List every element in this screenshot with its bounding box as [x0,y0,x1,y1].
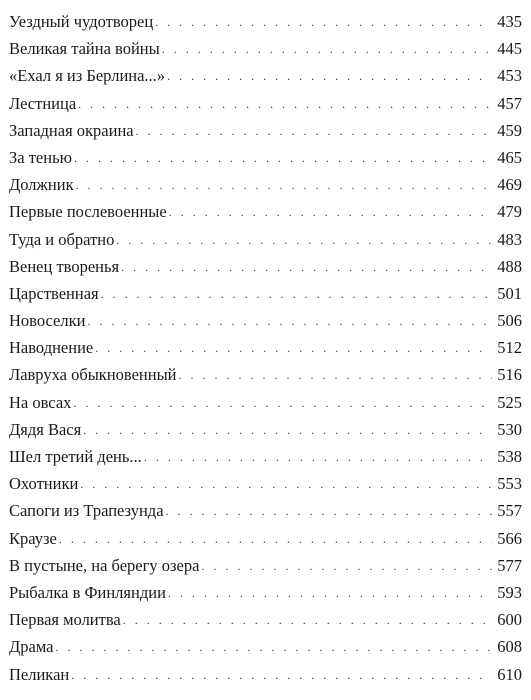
toc-entry-page: 465 [497,147,522,167]
dot-leader [87,308,492,335]
dot-leader [76,172,492,199]
toc-entry-title: Царственная [9,283,99,303]
toc-entry-title: «Ехал я из Берлина...» [9,66,166,86]
toc-entry-title: Дядя Вася [9,419,82,439]
toc-entry-page: 479 [497,202,522,222]
dot-leader [55,634,492,661]
toc-entry-page: 506 [497,311,522,331]
toc-entry-page: 566 [497,528,522,548]
toc-entry [9,389,522,416]
toc-entry [9,579,522,606]
toc-entry-title: Новоселки [9,311,86,331]
toc-entry-page: 488 [497,256,522,276]
toc-entry-page: 483 [497,229,522,249]
toc-entry-page: 501 [497,283,522,303]
toc-entry-title: Уездный чудотворец [9,12,154,31]
toc-entry-title: Наводнение [9,338,94,358]
toc-entry-title: Венец творенья [9,256,120,276]
dot-leader [144,444,492,471]
toc-entry-page: 459 [497,120,522,140]
dot-leader [116,227,492,254]
toc-entry-title: На овсах [9,392,72,412]
toc-entry [9,416,522,443]
dot-leader [121,254,492,281]
toc-entry-page: 593 [497,582,522,602]
dot-leader [59,526,492,553]
toc-entry-title: В пустыне, на берегу озера [9,555,200,575]
toc-entry-title: Должник [9,175,74,195]
toc-entry [9,62,522,89]
dot-leader [80,471,492,498]
toc-entry-page: 538 [497,447,522,466]
dot-leader [101,281,492,308]
toc-entry-title: За тенью [9,147,72,167]
dot-leader [179,362,493,389]
dot-leader [201,553,492,580]
dot-leader [169,199,492,226]
toc-entry-page: 435 [497,12,522,31]
toc-entry [9,470,522,497]
toc-entry [9,35,522,62]
toc-entry [9,198,522,225]
dot-leader [74,145,492,172]
toc-entry-page: 512 [497,338,522,358]
toc-entry-title: Западная окраина [9,120,134,140]
toc-entry [9,606,522,633]
toc-entry-title: Охотники [9,474,79,494]
dot-leader [78,91,492,118]
toc-entry-page: 553 [497,474,522,494]
dot-leader [167,63,492,90]
toc-entry [9,226,522,253]
dot-leader [168,580,492,607]
toc-entry-page: 600 [497,610,522,630]
dot-leader [71,662,492,689]
dot-leader [123,607,492,634]
toc-entry-page: 525 [497,392,522,412]
toc-entry-title: Туда и обратно [9,229,115,249]
toc-entry [9,90,522,117]
dot-leader [73,390,492,417]
dot-leader [162,36,492,63]
toc-entry [9,334,522,361]
toc-entry-page: 577 [497,555,522,575]
toc-entry [9,552,522,579]
toc-entry [9,443,522,470]
toc-entry-page: 469 [497,175,522,195]
toc-entry-title: Лавруха обыкновенный [9,365,177,385]
toc-entry [9,280,522,307]
toc-entry-page: 453 [497,66,522,86]
toc-entry-title: Драма [9,637,54,657]
toc-entry-title: Лестница [9,93,77,113]
dot-leader [155,9,492,36]
toc-entry-title: Сапоги из Трапезунда [9,501,164,521]
toc-entry-title: Первая молитва [9,610,121,630]
dot-leader [136,118,492,145]
toc-entry [9,497,522,524]
toc-entry-title: Шел третий день... [9,447,142,466]
toc-entry-page: 557 [497,501,522,521]
toc-entry-title: Первые послевоенные [9,202,167,222]
toc-entry [9,117,522,144]
dot-leader [95,335,492,362]
toc-entry-page: 457 [497,93,522,113]
dot-leader [83,417,492,444]
toc-entry [9,253,522,280]
toc-entry-title: Краузе [9,528,57,548]
dot-leader [166,498,492,525]
toc-entry-title: Великая тайна войны [9,39,160,59]
toc-entry [9,525,522,552]
toc-entry [9,361,522,388]
toc-entry-page: 445 [497,39,522,59]
toc-entry-title: Рыбалка в Финляндии [9,582,166,602]
toc-entry-page: 610 [497,664,522,684]
toc-entry-page: 608 [497,637,522,657]
toc-entry [9,661,522,688]
toc-entry [9,144,522,171]
toc-entry [9,633,522,660]
toc-entry [9,171,522,198]
toc-entry-title: Пеликан [9,664,70,684]
toc-entry-page: 516 [497,365,522,385]
toc-entry-page: 530 [497,419,522,439]
toc-entry [9,8,522,35]
table-of-contents [9,8,522,688]
toc-entry [9,307,522,334]
